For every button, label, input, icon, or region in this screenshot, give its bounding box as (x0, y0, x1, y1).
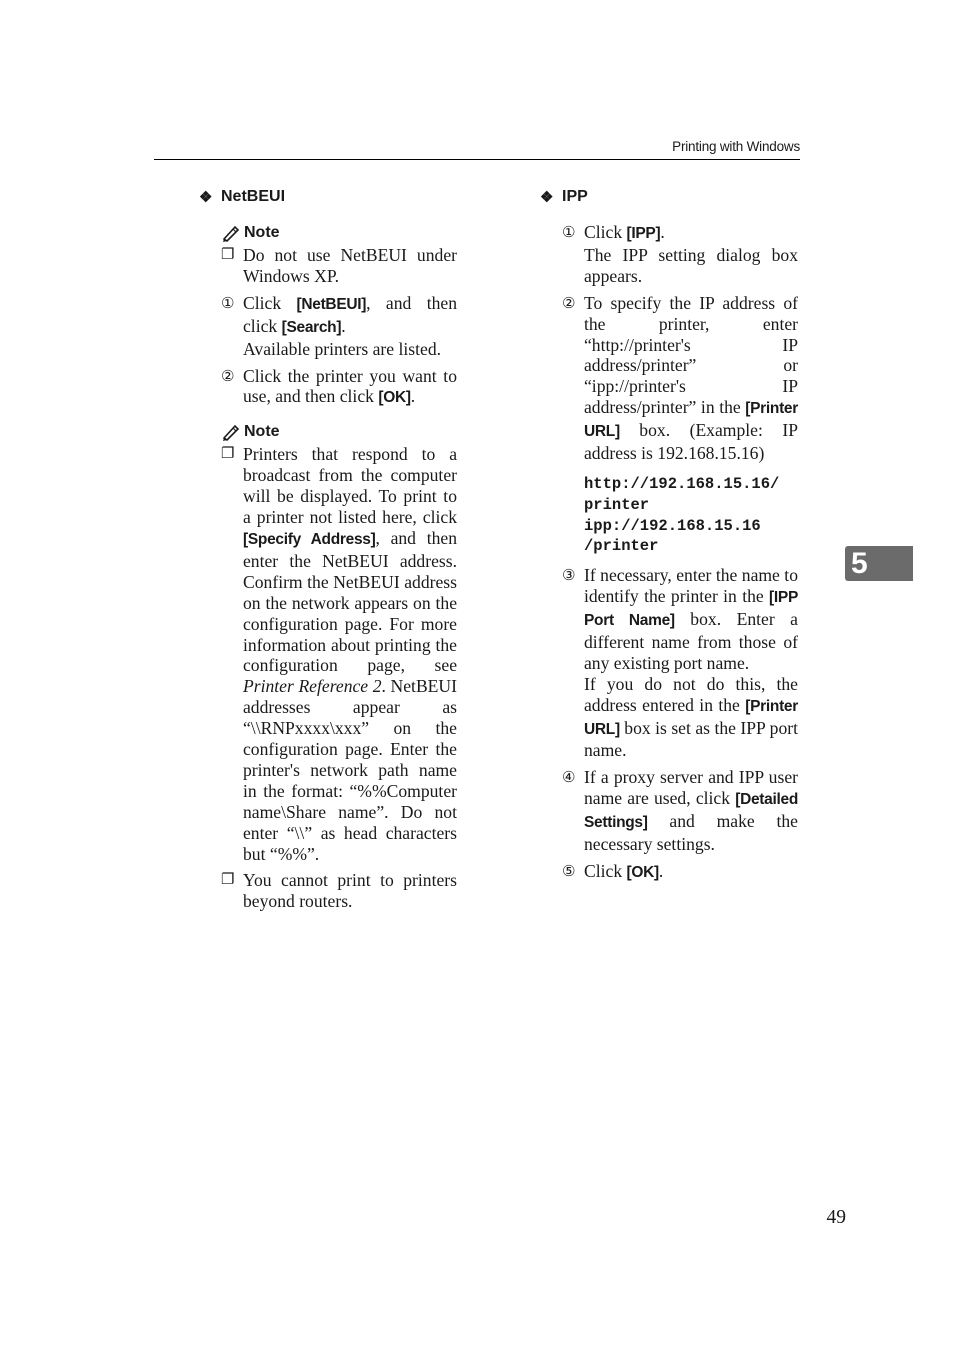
step-text-segment: To specify the IP address of the printer, enter “http://printer's IP address/printer” or “ipp://printer's IP address/printer” in the (584, 292, 798, 418)
printer-url-label: [Printer URL] (584, 697, 798, 738)
ok-button-label: [OK] (378, 389, 411, 407)
left-column (199, 186, 459, 918)
checkbox-bullet-icon: ❐ (221, 247, 235, 263)
step-text-segment: Click (584, 860, 627, 881)
pencil-note-icon (221, 224, 241, 242)
step-text-segment: Click the printer you want to use, and then click (243, 365, 457, 407)
note-item-text (243, 444, 457, 864)
reference-title: Printer Reference 2 (243, 676, 382, 697)
step-text-segment: . (660, 222, 665, 242)
note-label: Note (244, 224, 280, 241)
step-text-segment: box. Enter a different name from those of any existing port name. (584, 608, 798, 673)
step-result (584, 674, 798, 762)
code-line: /printer (584, 537, 659, 556)
ok-button-label: [OK] (626, 863, 659, 881)
code-line: http://192.168.15.16/ (584, 474, 780, 493)
step-text-segment: Click (584, 222, 627, 242)
step-1 (562, 222, 800, 287)
step-text-segment: and make the necessary settings. (584, 811, 798, 855)
note-heading (221, 421, 459, 443)
search-button-label: [Search] (281, 318, 342, 336)
step-text-segment: . (658, 860, 664, 881)
step-text-segment: If a proxy server and IPP user name are used, click (584, 767, 798, 809)
checkbox-bullet-icon: ❐ (221, 446, 235, 463)
note-item-text: Do not use NetBEUI under Windows XP. (243, 245, 457, 286)
step-text (584, 565, 798, 761)
note-heading (221, 222, 459, 244)
checkbox-bullet-icon: ❐ (221, 872, 235, 889)
step-text-segment: . (410, 386, 416, 407)
note-text-segment: . NetBEUI addresses appear as “\\RNPxxxx\xxx” on the configuration page. Enter the printer's network path name in the format: “%%Computer name\Share name”. Do not enter “\\” as head characters but “%%”. (243, 676, 457, 864)
diamond-bullet-icon: ❖ (540, 189, 554, 206)
step-5 (562, 861, 800, 884)
detailed-settings-button-label: [Detailed Settings] (584, 791, 798, 832)
step-text (584, 861, 798, 884)
step-text-segment: box is set as the IPP port name. (584, 717, 798, 761)
step-number-icon: ⑤ (562, 861, 576, 880)
step-3 (562, 565, 800, 761)
step-text (243, 366, 457, 410)
code-line: printer (584, 495, 650, 514)
note-text-segment: Printers that respond to a broadcast from the computer will be displayed. To print to a printer not listed here, click (243, 444, 457, 528)
chapter-tab-number: 5 (851, 547, 868, 580)
step-number-icon: ④ (562, 768, 576, 787)
step-number-icon: ① (562, 223, 576, 241)
step-text-segment: If you do not do this, the address entered in the (584, 673, 798, 715)
step-number-icon: ③ (562, 566, 576, 585)
note-text-segment: , and then enter the NetBEUI address. Confirm the NetBEUI address on the network appears on the configuration page. For more information about printing the configuration page, see (243, 527, 457, 676)
step-text (243, 293, 457, 360)
note-item (221, 444, 459, 864)
step-4 (562, 767, 800, 855)
printer-url-label: [Printer URL] (584, 400, 798, 441)
ipp-heading-text: IPP (562, 188, 588, 205)
note-item (221, 245, 459, 287)
step-text (584, 222, 798, 287)
step-number-icon: ② (221, 366, 235, 385)
pencil-note-icon (221, 423, 241, 441)
step-text-segment: Click (243, 292, 297, 313)
ipp-heading (540, 186, 800, 208)
netbeui-heading (199, 186, 459, 208)
ipp-button-label: [IPP] (626, 225, 661, 242)
url-examples (584, 474, 800, 557)
netbeui-button-label: [NetBEUI] (296, 295, 367, 313)
step-text-segment: , and then click (243, 292, 457, 336)
step-result: The IPP setting dialog box appears. (584, 244, 798, 286)
step-text-segment: If necessary, enter the name to identify the printer in the (584, 565, 798, 607)
step-result: Available printers are listed. (243, 338, 442, 359)
page-number: 49 (826, 1207, 846, 1228)
step-2 (221, 366, 459, 410)
running-header: Printing with Windows (672, 139, 800, 154)
step-2 (562, 293, 800, 464)
step-text-segment: box. (Example: IP address is 192.168.15.16) (584, 420, 798, 464)
note-item-text: You cannot print to printers beyond routers. (243, 870, 457, 912)
step-text (584, 293, 798, 464)
specify-address-button-label: [Specify Address] (243, 530, 376, 548)
right-column (540, 186, 800, 890)
note-item (221, 870, 459, 912)
step-number-icon: ② (562, 293, 576, 312)
step-1 (221, 293, 459, 360)
step-number-icon: ① (221, 293, 235, 312)
step-text-segment: . (341, 315, 346, 336)
code-line: ipp://192.168.15.16 (584, 516, 761, 535)
ipp-port-name-label: [IPP Port Name] (584, 589, 798, 629)
chapter-tab (845, 546, 913, 581)
header-rule (154, 159, 800, 160)
netbeui-heading-text: NetBEUI (221, 188, 286, 205)
diamond-bullet-icon: ❖ (199, 189, 213, 206)
note-label: Note (244, 423, 280, 441)
step-text (584, 767, 798, 855)
